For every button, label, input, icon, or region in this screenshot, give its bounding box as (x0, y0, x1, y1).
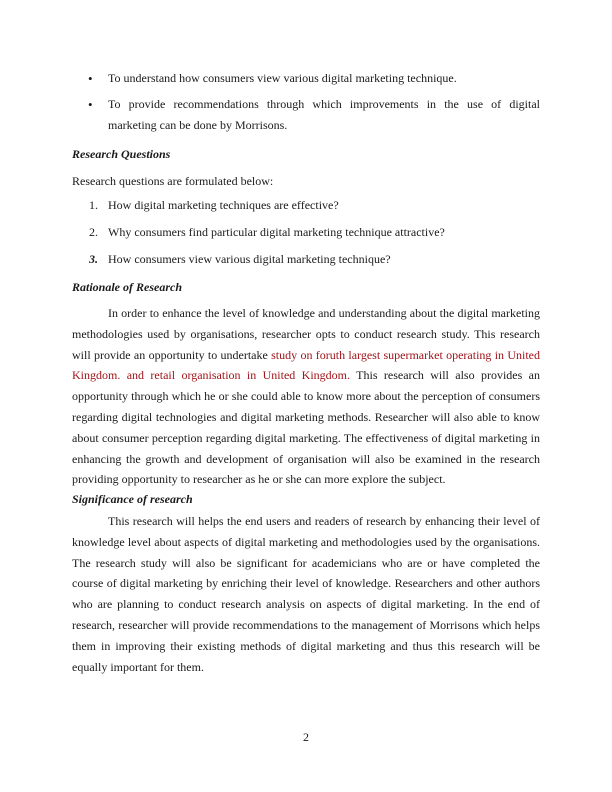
question-item (72, 224, 540, 251)
question-item (72, 251, 540, 278)
research-questions-heading: Research Questions (72, 147, 171, 161)
significance-paragraph: This research will helps the end users and readers of research by enhancing their level of knowledge level about aspects of digital marketing and methodologies used by the organisations. The research study will also be significant for academicians who are or have completed the course of digital marketing by enriching their level of knowledge. Researchers and other authors who are planning to conduct research analysis on aspects of digital marketing. In the end of research, researcher will provide recommendations to the management of Morrisons which helps them in improving their existing methods of digital marketing and thus this research will be equally important for them. (72, 514, 540, 674)
significance-heading: Significance of research (72, 492, 193, 506)
objective-item: • To provide recommendations through which improvements in the use of digital marketing can be done by Morrisons. (72, 94, 540, 136)
question-text: Why consumers find particular digital marketing technique attractive? (108, 225, 445, 239)
research-questions-list (72, 197, 540, 278)
question-number: 2. (89, 225, 98, 239)
question-number: 1. (89, 198, 98, 212)
rationale-highlighted-text: study on foruth largest supermarket operating in United Kingdom. and retail organisation in United Kingdom. (72, 347, 541, 383)
question-item (72, 197, 540, 224)
objectives-list (72, 68, 540, 136)
rationale-text-start: In order to enhance the level of knowledge and understanding about the digital marketing methodologies used by organisations, researcher opts to conduct research study. This research will provide an opportunity to undertake (72, 306, 540, 362)
rationale-text-end: This research will also provides an opportunity through which he or she could able to know more about the perception of consumers regarding digital technologies and digital marketing methods. Researcher will also able to know about consumer perception regarding digital marketing. The effectiveness of digital marketing in enhancing the growth and development of organisation will also be examined in the research providing opportunity to researcher as he or she can more explore the subject. (72, 368, 540, 487)
question-number: 3. (89, 252, 98, 266)
rationale-paragraph (72, 303, 540, 490)
question-text: How digital marketing techniques are effective? (108, 198, 339, 212)
research-questions-intro: Research questions are formulated below: (72, 174, 274, 188)
rationale-heading: Rationale of Research (72, 280, 182, 294)
question-text: How consumers view various digital marketing technique? (108, 252, 391, 266)
page-number: 2 (303, 730, 309, 744)
objective-item: • To understand how consumers view various digital marketing technique. (72, 68, 540, 89)
